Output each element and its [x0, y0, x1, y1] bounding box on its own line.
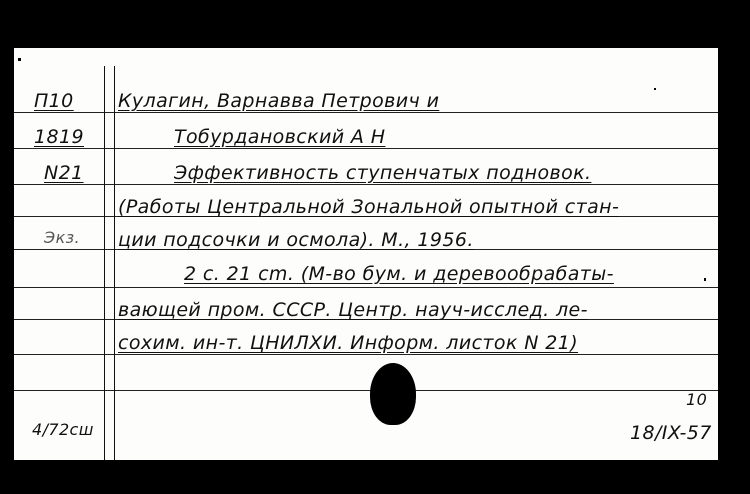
- publisher-line-1: вающей пром. СССР. Центр. науч-исслед. ле-: [118, 299, 588, 321]
- ruled-line: [14, 287, 718, 288]
- author-line: Кулагин, Варнавва Петрович и: [118, 90, 440, 112]
- pages-line: 2 с. 21 cm. (М-во бум. и деревообрабаты-: [184, 263, 614, 285]
- ruled-line: [14, 112, 718, 113]
- publisher-line-2: сохим. ин-т. ЦНИЛХИ. Информ. листок N 21): [118, 332, 579, 354]
- date-stamp: 18/IX-57: [630, 422, 712, 444]
- ruled-line: [14, 390, 718, 391]
- speck: [18, 58, 21, 61]
- ruled-line: [14, 184, 718, 185]
- date-superscript: 10: [686, 390, 708, 409]
- number-mark: N21: [44, 162, 84, 184]
- margin-line: [104, 66, 105, 460]
- series-line-2: ции подсочки и осмола). М., 1956.: [118, 229, 474, 251]
- speck: [654, 88, 656, 90]
- title-line: Эффективность ступенчатых подновок.: [174, 162, 592, 184]
- inventory-mark: 4/72сш: [32, 420, 94, 439]
- ruled-line: [14, 354, 718, 355]
- coauthor-line: Тобурдановский А Н: [174, 126, 386, 148]
- catalog-card: [14, 48, 718, 460]
- copy-mark: Экз.: [44, 228, 81, 247]
- speck: [704, 278, 706, 281]
- margin-line: [114, 66, 115, 460]
- shelf-mark: П10: [34, 90, 74, 112]
- series-line-1: (Работы Центральной Зональной опытной стан-: [118, 196, 620, 218]
- year-mark: 1819: [34, 126, 84, 148]
- punch-hole: [370, 363, 416, 425]
- ruled-line: [14, 148, 718, 149]
